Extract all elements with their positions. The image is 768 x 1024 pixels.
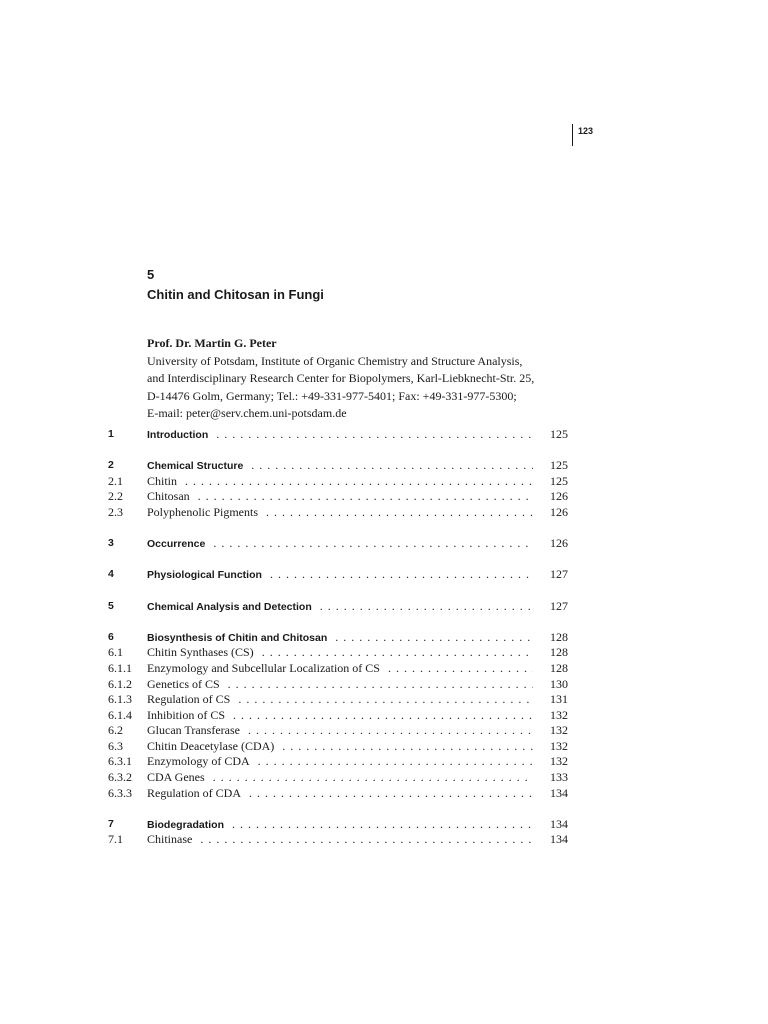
toc-entry-leader	[147, 832, 533, 848]
toc-entry[interactable]	[108, 661, 568, 677]
toc-entry-page: 128	[550, 629, 568, 644]
chapter-number: 5	[147, 267, 155, 282]
toc-entry-leader	[147, 474, 533, 490]
toc-entry[interactable]	[108, 723, 568, 739]
toc-entry-page: 127	[550, 598, 568, 613]
toc-entry[interactable]	[108, 427, 568, 443]
toc-entry-title: Enzymology and Subcellular Localization of CS	[147, 660, 380, 675]
toc-entry-title: Introduction	[147, 429, 209, 441]
toc-entry[interactable]	[108, 677, 568, 693]
toc-entry-page: 134	[550, 832, 568, 847]
toc-entry[interactable]	[108, 567, 568, 583]
toc-entry-page: 132	[550, 738, 568, 753]
author-name: Prof. Dr. Martin G. Peter	[147, 336, 277, 350]
toc-entry-number: 2.3	[108, 504, 123, 519]
toc-entry-leader	[147, 536, 533, 553]
toc-entry-leader	[147, 458, 533, 475]
toc-entry[interactable]	[108, 536, 568, 552]
toc-entry-page: 125	[550, 473, 568, 488]
toc-entry-title: Genetics of CS	[147, 676, 220, 691]
toc-entry[interactable]	[108, 458, 568, 474]
toc-entry-title: Chitin Deacetylase (CDA)	[147, 738, 275, 753]
toc-entry-page: 126	[550, 504, 568, 519]
toc-entry-number: 4	[108, 568, 114, 581]
toc-entry[interactable]	[108, 645, 568, 661]
toc-entry-title: Regulation of CS	[147, 692, 231, 707]
toc-entry-leader	[147, 770, 533, 786]
toc-entry-number: 6.1.3	[108, 692, 132, 707]
toc-entry-number: 6.1.4	[108, 707, 132, 722]
toc-entry-number: 3	[108, 537, 114, 550]
toc-entry-leader	[147, 692, 533, 708]
toc-entry-title: Chitosan	[147, 489, 190, 504]
toc-entry-leader	[147, 817, 533, 834]
toc-entry[interactable]	[108, 692, 568, 708]
toc-entry[interactable]	[108, 599, 568, 615]
author-email: E-mail: peter@serv.chem.uni-potsdam.de	[147, 406, 347, 420]
toc-entry-leader	[147, 645, 533, 661]
toc-entry-page: 126	[550, 489, 568, 504]
toc-entry-number: 6.2	[108, 723, 123, 738]
toc-entry[interactable]	[108, 832, 568, 848]
toc-entry-page: 130	[550, 676, 568, 691]
toc-entry-leader	[147, 630, 533, 647]
toc-entry-title: Biodegradation	[147, 818, 225, 831]
toc-entry-title: Biosynthesis of Chitin and Chitosan	[147, 631, 328, 644]
toc-entry-page: 125	[550, 427, 568, 441]
toc-entry-number: 1	[108, 428, 114, 440]
toc-entry-number: 6	[108, 630, 114, 643]
toc-entry[interactable]	[108, 770, 568, 786]
chapter-title: Chitin and Chitosan in Fungi	[147, 287, 324, 302]
toc-entry-page: 132	[550, 723, 568, 738]
affiliation-line: and Interdisciplinary Research Center for Biopolymers, Karl-Liebknecht-Str. 25,	[147, 371, 535, 385]
toc-entry-page: 134	[550, 785, 568, 800]
toc-entry-title: Enzymology of CDA	[147, 754, 250, 769]
toc-entry[interactable]	[108, 474, 568, 490]
toc-entry-page: 132	[550, 707, 568, 722]
toc-entry-number: 6.3.1	[108, 754, 132, 769]
toc-entry-page: 128	[550, 645, 568, 660]
affiliation-line: University of Potsdam, Institute of Organic Chemistry and Structure Analysis,	[147, 353, 523, 368]
toc-entry[interactable]	[108, 489, 568, 505]
toc-entry-number: 6.1.1	[108, 660, 132, 675]
toc-entry-title: Inhibition of CS	[147, 707, 226, 722]
toc-entry-title: Chitin	[147, 473, 178, 488]
toc-entry-page: 125	[550, 458, 568, 473]
toc-entry-leader	[147, 489, 533, 505]
table-of-contents	[108, 427, 568, 848]
toc-entry-leader	[147, 708, 533, 724]
toc-entry-leader	[147, 786, 533, 802]
toc-entry-number: 2.1	[108, 473, 123, 488]
toc-entry[interactable]	[108, 754, 568, 770]
toc-entry-leader	[147, 567, 533, 584]
toc-entry-number: 7.1	[108, 832, 123, 847]
toc-entry-leader	[147, 427, 533, 444]
toc-entry[interactable]	[108, 630, 568, 646]
toc-entry-title: Chitin Synthases (CS)	[147, 645, 254, 660]
toc-entry-leader	[147, 661, 533, 677]
toc-entry-number: 6.3.3	[108, 785, 132, 800]
toc-entry-page: 131	[550, 692, 568, 707]
toc-entry-leader	[147, 505, 533, 521]
toc-entry[interactable]	[108, 817, 568, 833]
toc-entry-number: 5	[108, 599, 114, 612]
toc-entry-page: 127	[550, 567, 568, 582]
toc-entry-title: Chemical Analysis and Detection	[147, 600, 312, 613]
toc-entry[interactable]	[108, 708, 568, 724]
toc-entry-number: 6.3	[108, 738, 123, 753]
toc-entry-leader	[147, 599, 533, 616]
toc-entry-number: 2	[108, 459, 114, 472]
toc-entry-title: CDA Genes	[147, 770, 205, 785]
toc-entry-page: 126	[550, 536, 568, 551]
toc-entry-title: Polyphenolic Pigments	[147, 504, 258, 519]
toc-entry[interactable]	[108, 505, 568, 521]
toc-entry-page: 133	[550, 770, 568, 785]
toc-entry-number: 6.1	[108, 645, 123, 660]
toc-entry-page: 132	[550, 754, 568, 769]
toc-entry-page: 128	[550, 660, 568, 675]
toc-entry-number: 2.2	[108, 489, 123, 504]
toc-entry-leader	[147, 677, 533, 693]
toc-entry-title: Physiological Function	[147, 569, 262, 582]
toc-entry-number: 6.1.2	[108, 676, 132, 691]
toc-entry-title: Chitinase	[147, 832, 193, 847]
toc-entry[interactable]	[108, 786, 568, 802]
author-block	[147, 335, 567, 423]
toc-entry-title: Chemical Structure	[147, 460, 244, 473]
toc-entry-title: Occurrence	[147, 538, 206, 551]
affiliation-line: D-14476 Golm, Germany; Tel.: +49-331-977-5401; Fax: +49-331-977-5300;	[147, 388, 517, 403]
toc-entry[interactable]	[108, 739, 568, 755]
toc-entry-leader	[147, 723, 533, 739]
toc-entry-number: 6.3.2	[108, 770, 132, 785]
toc-entry-number: 7	[108, 817, 114, 830]
toc-entry-title: Glucan Transferase	[147, 723, 240, 738]
toc-entry-leader	[147, 739, 533, 755]
toc-entry-leader	[147, 754, 533, 770]
toc-entry-title: Regulation of CDA	[147, 785, 241, 800]
page-number: 123	[572, 124, 593, 146]
toc-entry-page: 134	[550, 816, 568, 831]
